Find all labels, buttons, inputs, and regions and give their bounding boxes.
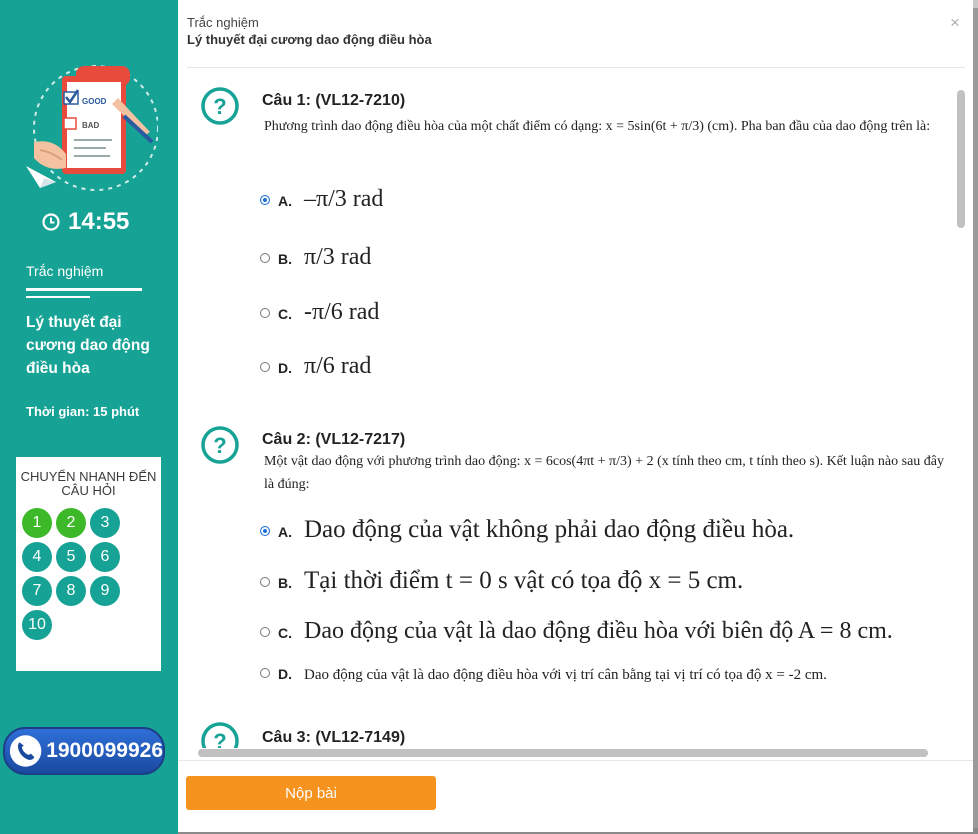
question-jump-5[interactable]: 5	[56, 542, 86, 572]
option-text: π/3 rad	[304, 244, 372, 270]
sidebar-divider-short	[26, 296, 90, 298]
radio-button[interactable]	[260, 627, 270, 637]
radio-button[interactable]	[260, 526, 270, 536]
sidebar-time-limit: Thời gian: 15 phút	[26, 404, 140, 419]
sidebar-quiz-title: Lý thuyết đại cương dao động điều hòa	[26, 314, 150, 377]
option-letter: D.	[278, 666, 292, 682]
timer-value: 14:55	[68, 208, 130, 235]
question-jump-panel	[16, 457, 161, 671]
header-divider	[187, 67, 965, 68]
option-letter: C.	[278, 625, 292, 641]
question-circle-icon	[201, 426, 239, 464]
checklist-illustration	[26, 62, 158, 198]
svg-text:?: ?	[213, 94, 227, 119]
radio-button[interactable]	[260, 195, 270, 205]
option-text: π/6 rad	[304, 353, 372, 379]
illustration-bad-text: BAD	[82, 121, 100, 130]
question-jump-1[interactable]: 1	[22, 508, 52, 538]
footer-divider	[178, 760, 973, 761]
option-letter: C.	[278, 306, 292, 322]
jump-panel-title: CHUYỂN NHANH ĐẾN CÂU HỎI	[20, 469, 157, 498]
option-letter: B.	[278, 575, 292, 591]
question-2-text: Một vật dao động với phương trình dao động: x = 6cos(4πt + π/3) + 2 (x tính theo cm, t tính theo s). Kết luận nào sau đây là đúng:	[264, 454, 945, 492]
hotline-number: 1900099926	[46, 739, 163, 762]
option-text: Tại thời điểm t = 0 s vật có tọa độ x = 5 cm.	[304, 567, 744, 594]
q2-option-a[interactable]	[260, 516, 794, 544]
option-text: -π/6 rad	[304, 299, 380, 325]
question-jump-8[interactable]: 8	[56, 576, 86, 606]
option-letter: D.	[278, 360, 292, 376]
option-letter: A.	[278, 524, 292, 540]
question-1-text: Phương trình dao động điều hòa của một chất điểm có dạng: x = 5sin(6t + π/3) (cm). Pha ban đầu của dao động trên là:	[264, 119, 931, 134]
phone-icon	[9, 732, 42, 770]
horizontal-scroll-thumb[interactable]	[198, 749, 928, 757]
option-text: Dao động của vật là dao động điều hòa với vị trí cân bằng tại vị trí có tọa độ x = -2 cm.	[304, 667, 827, 683]
question-jump-9[interactable]: 9	[90, 576, 120, 606]
q1-option-b[interactable]	[260, 244, 371, 271]
option-text: Dao động của vật là dao động điều hòa với biên độ A = 8 cm.	[304, 618, 893, 644]
q1-option-d[interactable]	[260, 353, 371, 380]
clock-icon	[42, 213, 60, 231]
q1-option-a[interactable]	[260, 186, 383, 213]
sidebar	[0, 0, 178, 834]
modal-subtitle: Trắc nghiệm	[187, 15, 259, 30]
q2-option-d[interactable]	[260, 666, 827, 684]
svg-text:?: ?	[213, 729, 227, 748]
q2-option-b[interactable]	[260, 567, 743, 595]
question-jump-7[interactable]: 7	[22, 576, 52, 606]
question-jump-3[interactable]: 3	[90, 508, 120, 538]
radio-button[interactable]	[260, 362, 270, 372]
q2-option-c[interactable]	[260, 618, 893, 645]
hotline-button[interactable]	[3, 727, 165, 775]
submit-button[interactable]: Nộp bài	[186, 776, 436, 810]
question-number-grid	[22, 508, 120, 640]
svg-text:?: ?	[213, 433, 227, 458]
question-2-title: Câu 2: (VL12-7217)	[262, 431, 406, 448]
sidebar-divider	[26, 288, 142, 291]
modal-title: Lý thuyết đại cương dao động điều hòa	[187, 32, 432, 47]
question-jump-10[interactable]: 10	[22, 610, 52, 640]
q1-option-c[interactable]	[260, 299, 379, 326]
sidebar-label: Trắc nghiệm	[26, 263, 104, 279]
option-letter: B.	[278, 251, 292, 267]
radio-button[interactable]	[260, 668, 270, 678]
question-jump-4[interactable]: 4	[22, 542, 52, 572]
option-text: –π/3 rad	[304, 186, 384, 212]
illustration-good-text: GOOD	[82, 97, 107, 106]
countdown-timer	[42, 208, 129, 236]
question-circle-icon	[201, 87, 239, 125]
question-3-title: Câu 3: (VL12-7149)	[262, 729, 406, 746]
option-letter: A.	[278, 193, 292, 209]
question-jump-6[interactable]: 6	[90, 542, 120, 572]
question-circle-icon	[201, 722, 239, 748]
radio-button[interactable]	[260, 253, 270, 263]
close-icon[interactable]: ×	[950, 13, 960, 32]
radio-button[interactable]	[260, 577, 270, 587]
radio-button[interactable]	[260, 308, 270, 318]
vertical-scroll-thumb[interactable]	[957, 90, 965, 228]
question-1-title: Câu 1: (VL12-7210)	[262, 92, 406, 109]
option-text: Dao động của vật không phải dao động điều hòa.	[304, 516, 795, 543]
question-jump-2[interactable]: 2	[56, 508, 86, 538]
